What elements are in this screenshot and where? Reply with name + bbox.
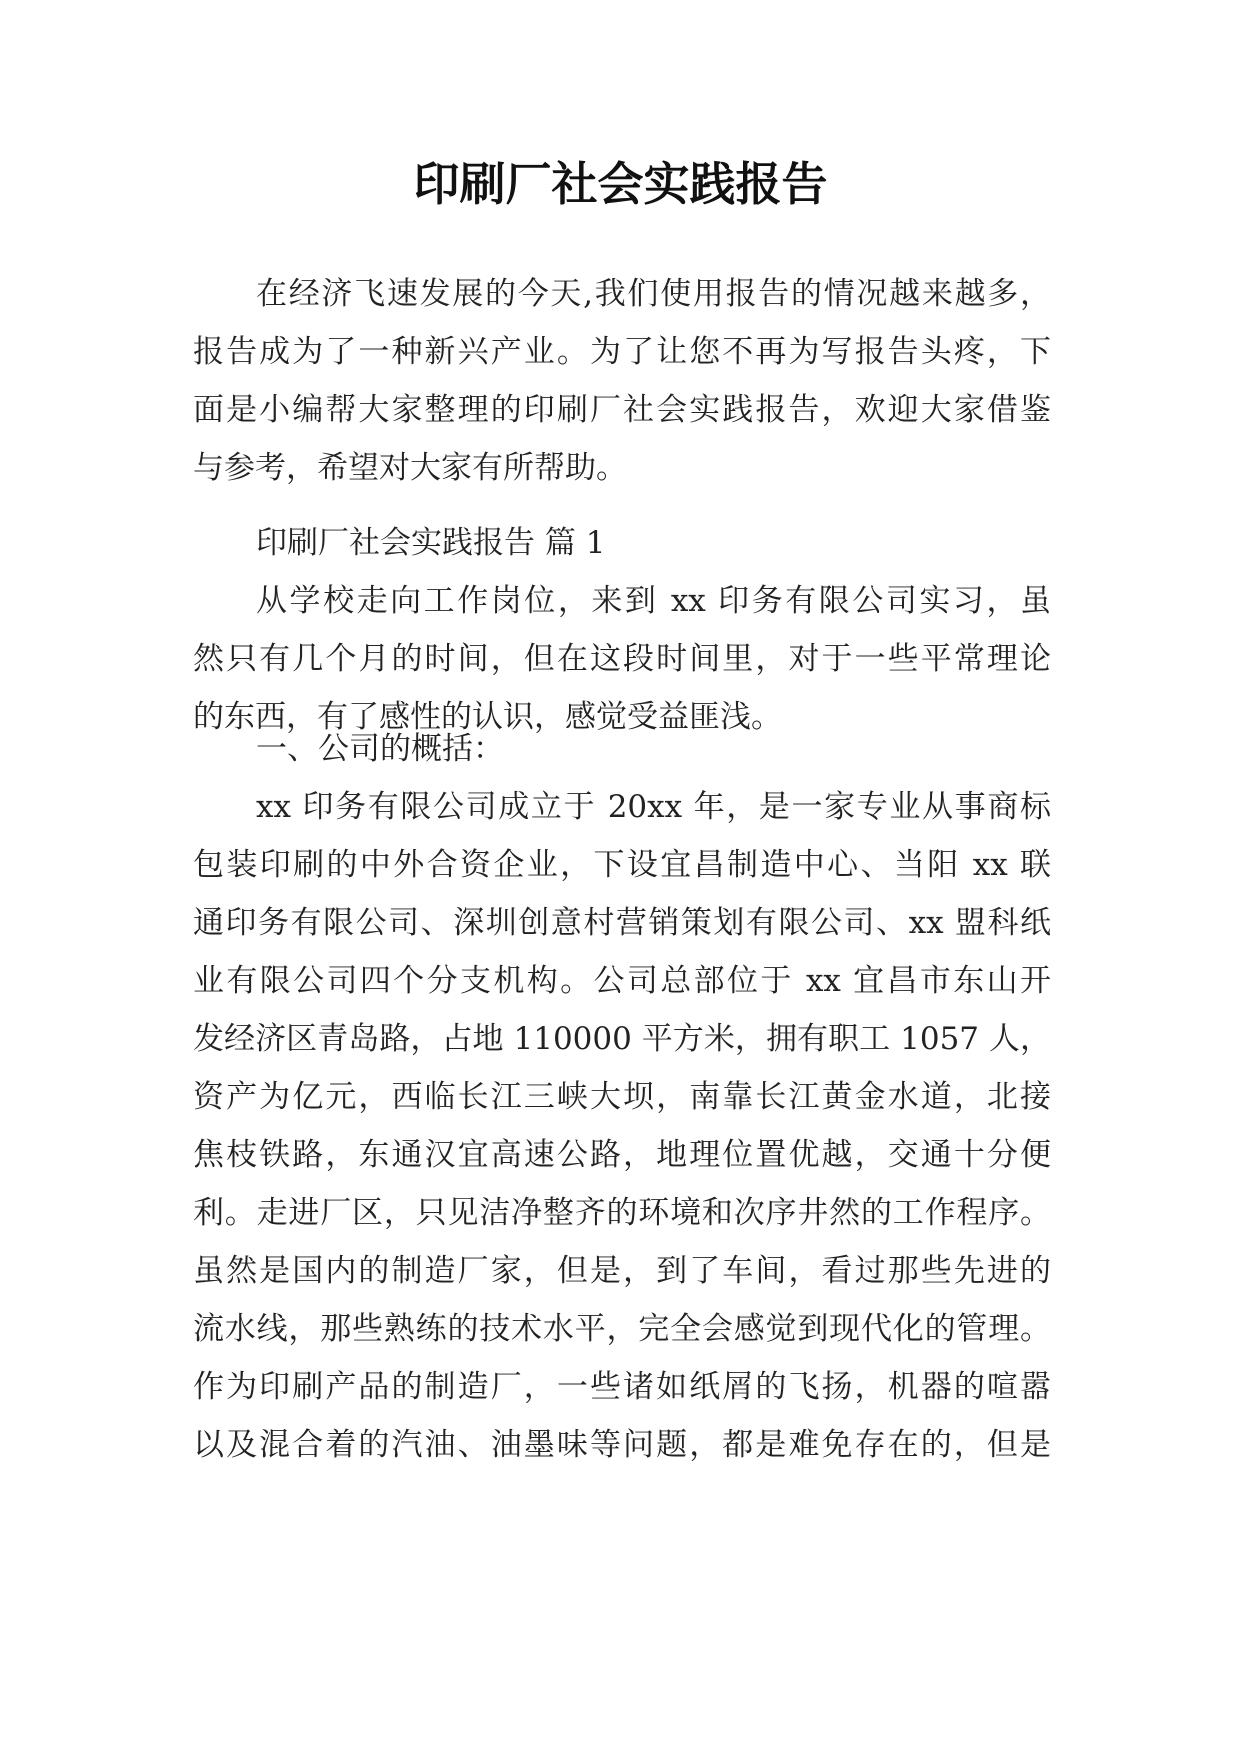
paragraph-2 — [193, 778, 1051, 1474]
paragraph-line: 通印务有限公司、深圳创意村营销策划有限公司、xx 盟科纸 — [193, 905, 1051, 941]
section-heading — [193, 514, 1051, 572]
paragraph-line: 的东西，有了感性的认识，感觉受益匪浅。 — [193, 699, 782, 735]
section-heading-text: 印刷厂社会实践报告 篇 1 — [256, 525, 606, 561]
paragraph-line: 包装印刷的中外合资企业，下设宜昌制造中心、当阳 xx 联 — [193, 847, 1051, 883]
paragraph-line: 然只有几个月的时间，但在这段时间里，对于一些平常理论 — [193, 641, 1051, 677]
paragraph-line: 资产为亿元，西临长江三峡大坝，南靠长江黄金水道，北接 — [193, 1079, 1051, 1115]
document-title: 印刷厂社会实践报告 — [413, 157, 828, 211]
intro-line: 报告成为了一种新兴产业。为了让您不再为写报告头疼，下 — [193, 334, 1051, 370]
subheading-text: 一、公司的概括： — [256, 731, 504, 767]
paragraph-line: 以及混合着的汽油、油墨味等问题，都是难免存在的，但是 — [193, 1427, 1051, 1463]
subheading — [193, 720, 1051, 778]
intro-line: 在经济飞速发展的今天,我们使用报告的情况越来越多， — [256, 276, 1051, 312]
paragraph-line: 从学校走向工作岗位，来到 xx 印务有限公司实习，虽 — [256, 583, 1051, 619]
intro-line: 面是小编帮大家整理的印刷厂社会实践报告，欢迎大家借鉴 — [193, 392, 1051, 428]
paragraph-line: 利。走进厂区，只见洁净整齐的环境和次序井然的工作程序。 — [193, 1195, 1051, 1231]
paragraph-line: xx 印务有限公司成立于 20xx 年，是一家专业从事商标 — [256, 789, 1051, 825]
paragraph-line: 业有限公司四个分支机构。公司总部位于 xx 宜昌市东山开 — [193, 963, 1051, 999]
intro-paragraph — [193, 265, 1051, 497]
paragraph-line: 虽然是国内的制造厂家，但是，到了车间，看过那些先进的 — [193, 1253, 1051, 1289]
paragraph-line: 焦枝铁路，东通汉宜高速公路，地理位置优越，交通十分便 — [193, 1137, 1051, 1173]
paragraph-line: 作为印刷产品的制造厂，一些诸如纸屑的飞扬，机器的喧嚣 — [193, 1369, 1051, 1405]
intro-line: 与参考，希望对大家有所帮助。 — [193, 450, 627, 486]
paragraph-line: 发经济区青岛路，占地 110000 平方米，拥有职工 1057 人， — [193, 1021, 1051, 1057]
paragraph-line: 流水线，那些熟练的技术水平，完全会感觉到现代化的管理。 — [193, 1311, 1051, 1347]
